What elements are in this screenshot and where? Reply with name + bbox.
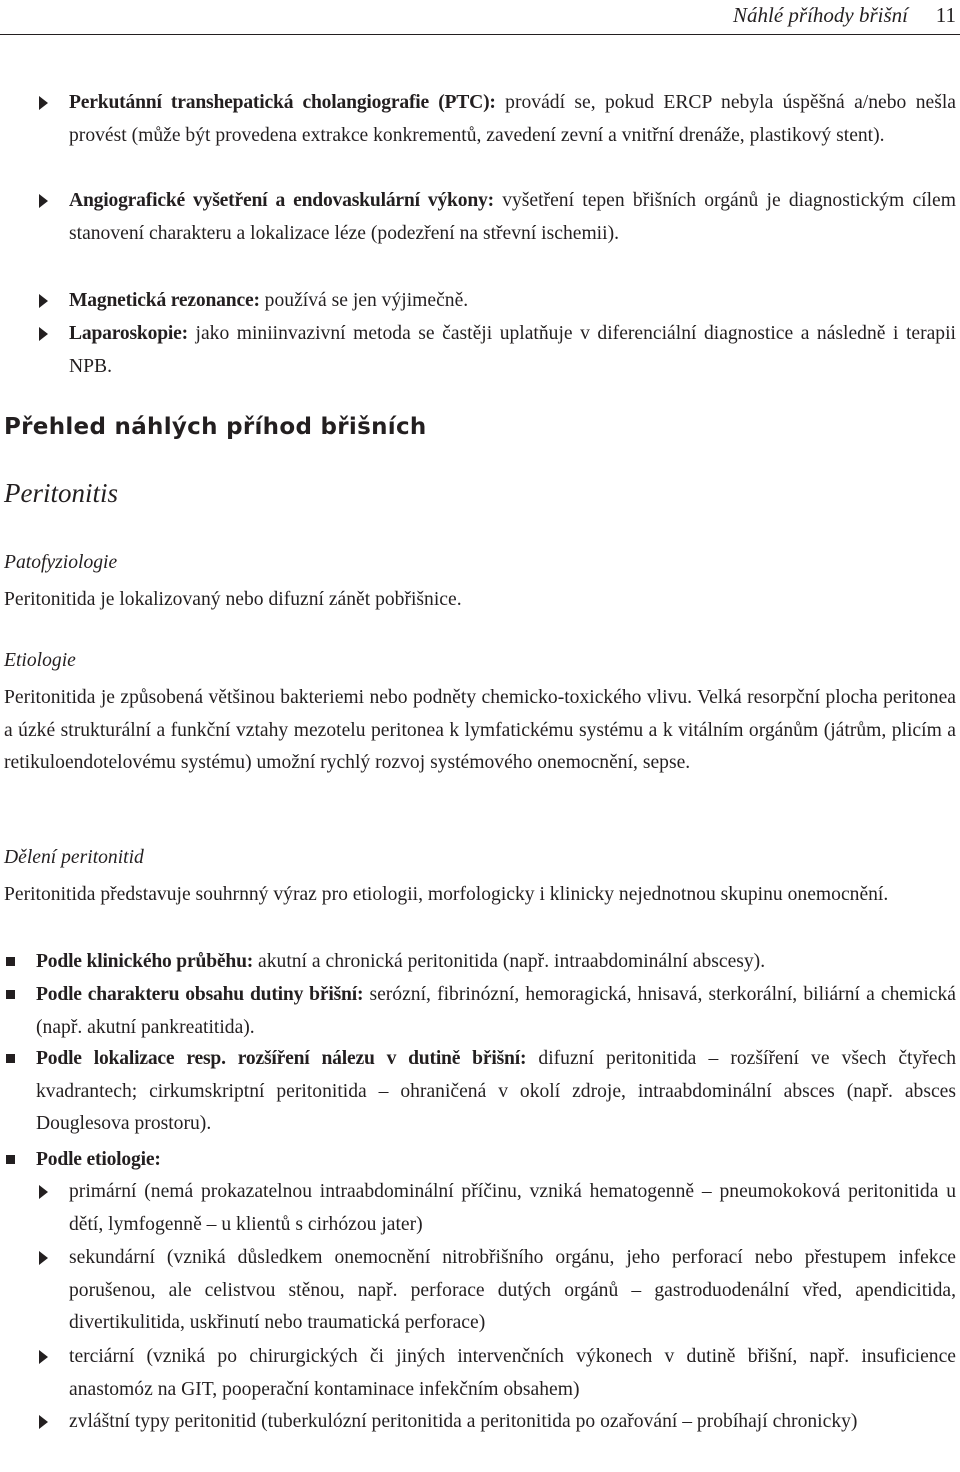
paragraph-patofyziologie: [4, 584, 956, 617]
subsection-title: Peritonitis: [4, 478, 118, 508]
item-lead: Podle etiologie:: [36, 1149, 161, 1170]
item-lead: Magnetická rezonance:: [69, 290, 260, 311]
paragraph-etiologie: [4, 682, 956, 780]
triangle-bullet-icon: [39, 1251, 48, 1265]
paragraph-deleni-intro: [4, 879, 956, 912]
list-item-etiologie: [0, 1144, 960, 1177]
item-text: serózní, fibrinózní, hemoragická, hnisavá, sterkorální, biliární a chemická (např. akutní pankreatitida).: [36, 984, 956, 1038]
list-item-charakter-obsahu: [0, 979, 960, 1044]
list-item-klinicky-prubeh: [0, 946, 960, 979]
triangle-bullet-icon: [39, 294, 48, 308]
item-lead: Podle klinického průběhu:: [36, 951, 254, 972]
list-item-angiografie: [0, 185, 960, 250]
item-text: používá se jen výjimečně.: [259, 290, 469, 311]
list-subitem-primarni: [0, 1176, 960, 1241]
triangle-bullet-icon: [39, 194, 48, 208]
label-deleni: Dělení peritonitid: [4, 847, 144, 868]
item-text: difuzní peritonitida – rozšíření ve všech čtyřech kvadrantech; cirkumskriptní peritonitida – ohraničená v okolí zdroje, intraabdominální absces (např. absces Douglesova prostoru).: [36, 1048, 956, 1134]
triangle-bullet-icon: [39, 1185, 48, 1199]
list-subitem-sekundarni: [0, 1242, 960, 1340]
label-etiologie: Etiologie: [4, 650, 76, 671]
header-title: Náhlé příhody břišní: [732, 3, 908, 27]
paragraph-text: Peritonitida představuje souhrnný výraz pro etiologii, morfologicky i klinicky nejednotnou skupinu onemocnění.: [4, 884, 889, 905]
item-lead: Podle lokalizace resp. rozšíření nálezu v dutině břišní:: [36, 1048, 527, 1069]
page-number: 11: [935, 3, 956, 27]
item-lead: Perkutánní transhepatická cholangiografie (PTC):: [69, 92, 496, 113]
subitem-text: terciární (vzniká po chirurgických či jiných intervenčních výkonech v dutině břišní, např. insuficience anastomóz na GIT, pooperační kontaminace infekčním obsahem): [69, 1346, 956, 1400]
triangle-bullet-icon: [39, 1415, 48, 1429]
triangle-bullet-icon: [39, 327, 48, 341]
section-title: Přehled náhlých příhod břišních: [4, 414, 427, 440]
subitem-text: zvláštní typy peritonitid (tuberkulózní peritonitida a peritonitida po ozařování – probíhají chronicky): [69, 1411, 858, 1432]
square-bullet-icon: [6, 1155, 15, 1164]
item-text: vyšetření tepen břišních orgánů je diagnostickým cílem stanovení charakteru a lokalizace léze (podezření na střevní ischemii).: [69, 190, 956, 244]
item-text: akutní a chronická peritonitida (např. intraabdominální abscesy).: [253, 951, 766, 972]
subitem-text: primární (nemá prokazatelnou intraabdominální příčinu, vzniká hematogenně – pneumokoková peritonitida u dětí, lymfogenně – u klientů s cirhózou jater): [69, 1181, 956, 1235]
list-item-laparoskopie: [0, 318, 960, 383]
item-lead: Podle charakteru obsahu dutiny břišní:: [36, 984, 364, 1005]
list-subitem-terciarni: [0, 1341, 960, 1406]
list-item-lokalizace: [0, 1043, 960, 1141]
triangle-bullet-icon: [39, 1350, 48, 1364]
label-patofyziologie: Patofyziologie: [4, 552, 118, 573]
square-bullet-icon: [6, 990, 15, 999]
subitem-text: sekundární (vzniká důsledkem onemocnění nitrobřišního orgánu, jeho perforací nebo přestupem infekce porušenou, ale celistvou stěnou, např. perforace dutých orgánů – gastroduodenální vřed, apendicitida, divertikulitida, uskřinutí nebo traumatická perforace): [69, 1247, 956, 1333]
list-subitem-zvlastni: [0, 1406, 960, 1439]
item-lead: Angiografické vyšetření a endovaskulární výkony:: [69, 190, 494, 211]
list-item-mr: [0, 285, 960, 318]
triangle-bullet-icon: [39, 96, 48, 110]
list-item-ptc: [0, 87, 960, 152]
item-lead: Laparoskopie:: [69, 323, 188, 344]
square-bullet-icon: [6, 1054, 15, 1063]
square-bullet-icon: [6, 957, 15, 966]
paragraph-text: Peritonitida je lokalizovaný nebo difuzní zánět pobřišnice.: [4, 589, 462, 610]
paragraph-text: Peritonitida je způsobená většinou bakteriemi nebo podněty chemicko-toxického vlivu. Velká resorpční plocha peritonea a úzké strukturální a funkční vztahy mezotelu peritonea k lymfatickému systému a k vitálním orgánům (játrům, plicím a retikuloendotelovému systému) umožní rychlý rozvoj systémového onemocnění, sepse.: [4, 687, 956, 773]
running-header: [0, 0, 960, 35]
item-text: provádí se, pokud ERCP nebyla úspěšná a/nebo nešla provést (může být provedena extrakce konkrementů, zavedení zevní a vnitřní drenáže, plastikový stent).: [69, 92, 956, 146]
item-text: jako miniinvazivní metoda se častěji uplatňuje v diferenciální diagnostice a následně i terapii NPB.: [69, 323, 956, 377]
